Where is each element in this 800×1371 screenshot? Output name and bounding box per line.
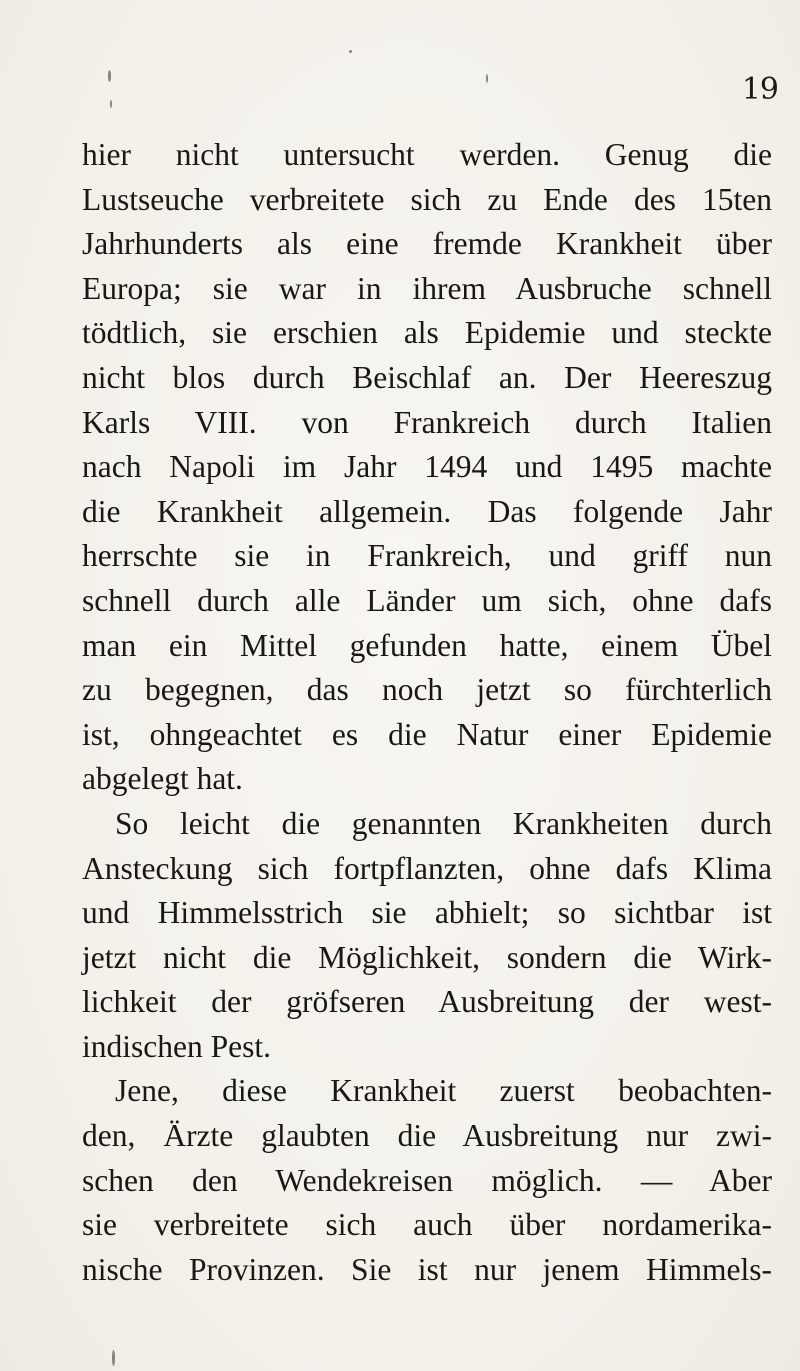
text-line: jetzt nicht die Möglichkeit, sondern die Wirk- — [82, 939, 772, 975]
text-line: Europa; sie war in ihrem Ausbruche schnell — [82, 270, 772, 306]
text-line: Karls VIII. von Frankreich durch Italien — [82, 404, 772, 440]
text-line: nach Napoli im Jahr 1494 und 1495 machte — [82, 449, 772, 485]
text-line: ist, ohngeachtet es die Natur einer Epidemie — [82, 716, 772, 752]
page-number: 19 — [741, 72, 778, 107]
text-line: nicht blos durch Beischlaf an. Der Heereszug — [82, 359, 772, 395]
text-line: schen den Wendekreisen möglich. — Aber — [82, 1162, 772, 1198]
text-line: nische Provinzen. Sie ist nur jenem Himmels- — [82, 1251, 772, 1287]
text-line: sie verbreitete sich auch über nordamerika- — [82, 1207, 772, 1243]
text-line: lichkeit der gröfseren Ausbreitung der west- — [82, 984, 772, 1020]
text-line: Jahrhunderts als eine fremde Krankheit über — [82, 226, 772, 262]
text-line: hier nicht untersucht werden. Genug die — [82, 137, 772, 172]
text-line: Jene, diese Krankheit zuerst beobachten- — [115, 1073, 772, 1109]
text-line: herrschte sie in Frankreich, und griff nun — [82, 538, 772, 574]
print-speck — [110, 100, 112, 108]
text-line: abgelegt hat. — [82, 761, 243, 797]
text-line: So leicht die genannten Krankheiten durch — [115, 805, 772, 841]
print-speck — [112, 1350, 115, 1366]
text-line: tödtlich, sie erschien als Epidemie und steckte — [82, 315, 772, 351]
print-speck — [108, 70, 111, 82]
body-text — [82, 133, 772, 1292]
text-line: zu begegnen, das noch jetzt so fürchterlich — [82, 672, 772, 708]
text-line: Ansteckung sich fortpflanzten, ohne dafs Klima — [82, 850, 772, 886]
text-line: und Himmelsstrich sie abhielt; so sichtbar ist — [82, 895, 772, 931]
print-speck — [349, 50, 352, 53]
text-line: die Krankheit allgemein. Das folgende Jahr — [82, 493, 772, 529]
text-line: indischen Pest. — [82, 1028, 271, 1064]
text-line: man ein Mittel gefunden hatte, einem Übel — [82, 627, 772, 663]
text-line: den, Ärzte glaubten die Ausbreitung nur zwi- — [82, 1118, 772, 1154]
text-line: Lustseuche verbreitete sich zu Ende des 15ten — [82, 181, 772, 217]
text-line: schnell durch alle Länder um sich, ohne dafs — [82, 582, 772, 618]
print-speck — [486, 74, 488, 83]
